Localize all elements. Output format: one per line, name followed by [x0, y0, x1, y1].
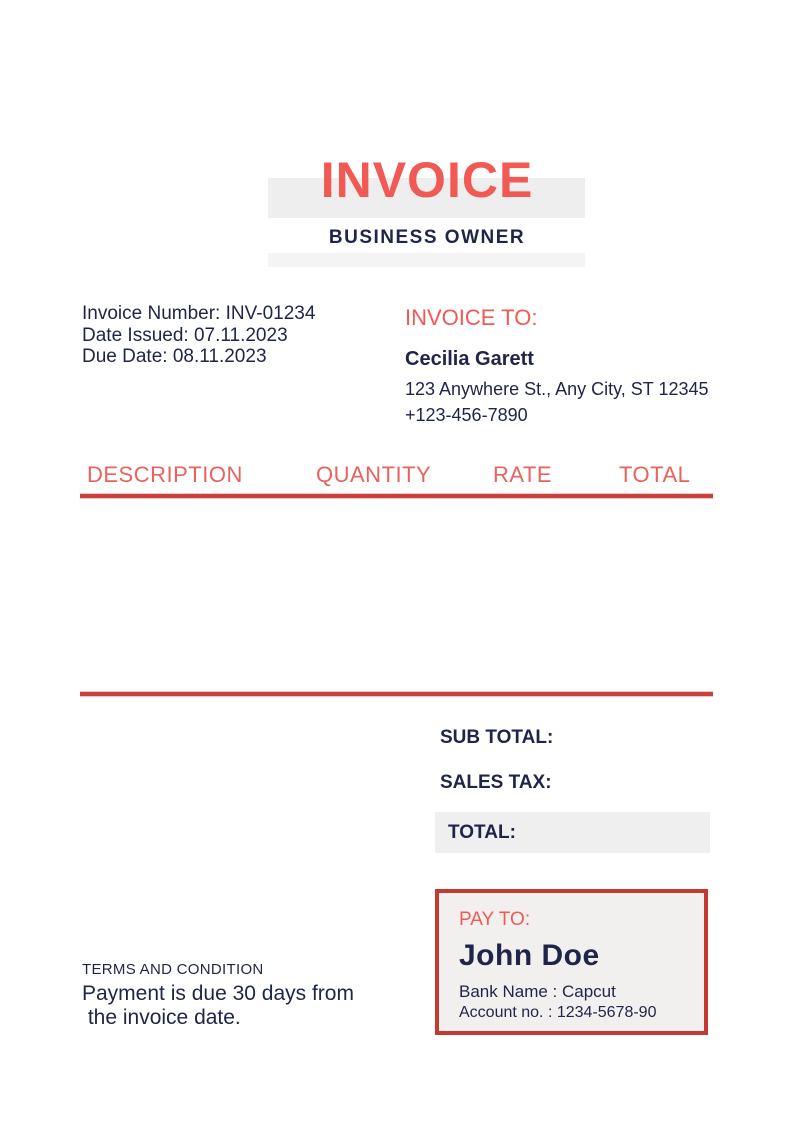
sub-total-label: SUB TOTAL: [440, 727, 554, 748]
invoice-to-section [405, 305, 725, 430]
recipient-address: 123 Anywhere St., Any City, ST 12345 [405, 379, 709, 399]
date-issued-line: Date Issued: 07.11.2023 [82, 324, 288, 346]
bank-name-line: Bank Name : Capcut [459, 982, 616, 1001]
pay-to-box [435, 889, 708, 1035]
invoice-number-line: Invoice Number: INV-01234 [82, 303, 316, 324]
sales-tax-label: SALES TAX: [440, 772, 552, 793]
invoice-meta-block [82, 303, 315, 368]
account-number-line: Account no. : 1234-5678-90 [459, 1004, 657, 1021]
recipient-phone: +123-456-7890 [405, 405, 528, 425]
terms-text-line-2: the invoice date. [82, 1006, 241, 1029]
invoice-subtitle: BUSINESS OWNER [328, 227, 526, 248]
table-header-rule [80, 494, 713, 498]
invoice-to-heading: INVOICE TO: [405, 305, 538, 330]
total-label: TOTAL: [448, 821, 516, 843]
total-row [435, 812, 710, 853]
column-header-quantity: QUANTITY [316, 462, 432, 487]
table-footer-rule [80, 692, 713, 696]
subtitle-highlight-bar [268, 253, 585, 267]
due-date-line: Due Date: 08.11.2023 [82, 346, 267, 367]
column-header-total: TOTAL [619, 462, 691, 487]
pay-to-heading: PAY TO: [459, 909, 531, 930]
recipient-name: Cecilia Garett [405, 348, 534, 370]
column-header-description: DESCRIPTION [87, 462, 243, 487]
invoice-title: INVOICE [320, 152, 534, 208]
terms-text-line-1: Payment is due 30 days from [82, 982, 354, 1005]
column-header-rate: RATE [493, 462, 553, 487]
terms-heading: TERMS AND CONDITION [82, 961, 264, 978]
payee-name: John Doe [459, 939, 600, 972]
